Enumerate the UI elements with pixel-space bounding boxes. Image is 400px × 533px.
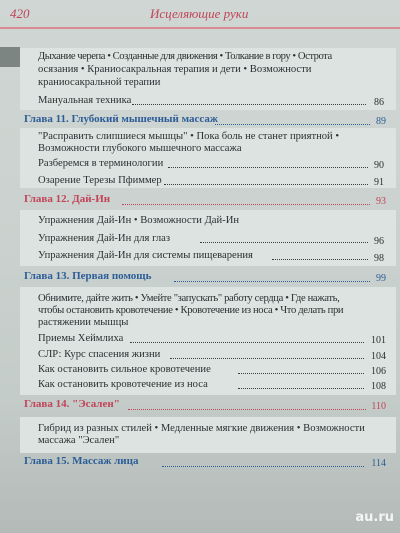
leader-dots	[168, 167, 368, 168]
leader-dots	[128, 409, 366, 410]
leader-dots	[200, 242, 368, 243]
toc-topics-line: краниосакральной терапии	[38, 77, 161, 88]
chapter-12-page: 93	[376, 196, 386, 207]
toc-page-number: 90	[374, 160, 384, 171]
toc-entry-cpr: CЛР: Курс спасения жизни	[38, 349, 161, 360]
watermark-logo: au.ru	[355, 510, 394, 525]
leader-dots	[238, 388, 364, 389]
toc-page-number: 98	[374, 253, 384, 264]
leader-dots	[130, 342, 364, 343]
toc-topics-line: осязания • Краниосакральная терапия и дети • Возможности	[38, 64, 312, 75]
toc-topics-line: "Расправить слипшиеся мышцы" • Пока боль не станет приятной •	[38, 131, 340, 142]
toc-page-number: 108	[371, 381, 386, 392]
toc-page-number: 86	[374, 97, 384, 108]
toc-entry-terminology: Разберемся в терминологии	[38, 158, 164, 169]
toc-page-number: 101	[371, 335, 386, 346]
page-number: 420	[10, 6, 30, 21]
leader-dots	[215, 124, 370, 125]
toc-topics-line: Упражнения Дай-Ин • Возможности Дай-Ин	[38, 215, 240, 226]
toc-entry-severe-bleeding: Как остановить сильное кровотечение	[38, 364, 211, 375]
toc-topics-line: Возможности глубокого мышечного массажа	[38, 143, 242, 154]
leader-dots	[164, 184, 368, 185]
toc-topics-line: массажа "Эсален"	[38, 435, 120, 446]
leader-dots	[174, 281, 370, 282]
chapter-15-heading: Глава 15. Массаж лица	[24, 455, 139, 467]
chapter-14-page: 110	[371, 401, 386, 412]
chapter-tab-marker	[0, 47, 20, 67]
leader-dots	[272, 259, 368, 260]
leader-dots	[122, 204, 370, 205]
toc-page-number: 96	[374, 236, 384, 247]
toc-topics-line: Гибрид из разных стилей • Медленные мягкие движения • Возможности	[38, 423, 365, 434]
chapter-14-heading: Глава 14. "Эсален"	[24, 398, 120, 410]
toc-entry-dayin-digestion: Упражнения Дай-Ин для системы пищеварения	[38, 250, 253, 261]
toc-entry-dayin-eyes: Упражнения Дай-Ин для глаз	[38, 233, 171, 244]
chapter-11-heading: Глава 11. Глубокий мышечный массаж	[24, 113, 218, 125]
toc-page-number: 91	[374, 177, 384, 188]
chapter-13-heading: Глава 13. Первая помощь	[24, 270, 152, 282]
toc-topics-line: растяжении мышцы	[38, 317, 129, 328]
leader-dots	[170, 358, 364, 359]
chapter-12-heading: Глава 12. Дай-Ин	[24, 193, 111, 205]
toc-entry-heimlich: Приемы Хеймлиха	[38, 333, 124, 344]
toc-topics-line: Дыхание черепа • Созданные для движения • Толкание в гору • Острота	[38, 51, 332, 62]
leader-dots	[162, 466, 364, 467]
leader-dots	[238, 373, 364, 374]
toc-page-number: 106	[371, 366, 386, 377]
toc-page-number: 104	[371, 351, 386, 362]
leader-dots	[132, 104, 366, 105]
chapter-15-page: 114	[371, 458, 386, 469]
running-head: Исцеляющие руки	[150, 6, 249, 21]
chapter-11-page: 89	[376, 116, 386, 127]
toc-topics-line: чтобы остановить кровотечение • Кровотечение из носа • Что делать при	[38, 305, 344, 316]
toc-entry-pfimmer: Озарение Терезы Пфиммер	[38, 175, 162, 186]
toc-topics-line: Обнимите, дайте жить • Умейте "запускать" работу сердца • Где нажать,	[38, 293, 340, 304]
header-rule	[0, 27, 400, 29]
page-header	[0, 0, 400, 30]
toc-entry-manual-technique: Мануальная техника	[38, 95, 132, 106]
toc-entry-nosebleed: Как остановить кровотечение из носа	[38, 379, 208, 390]
chapter-13-page: 99	[376, 273, 386, 284]
